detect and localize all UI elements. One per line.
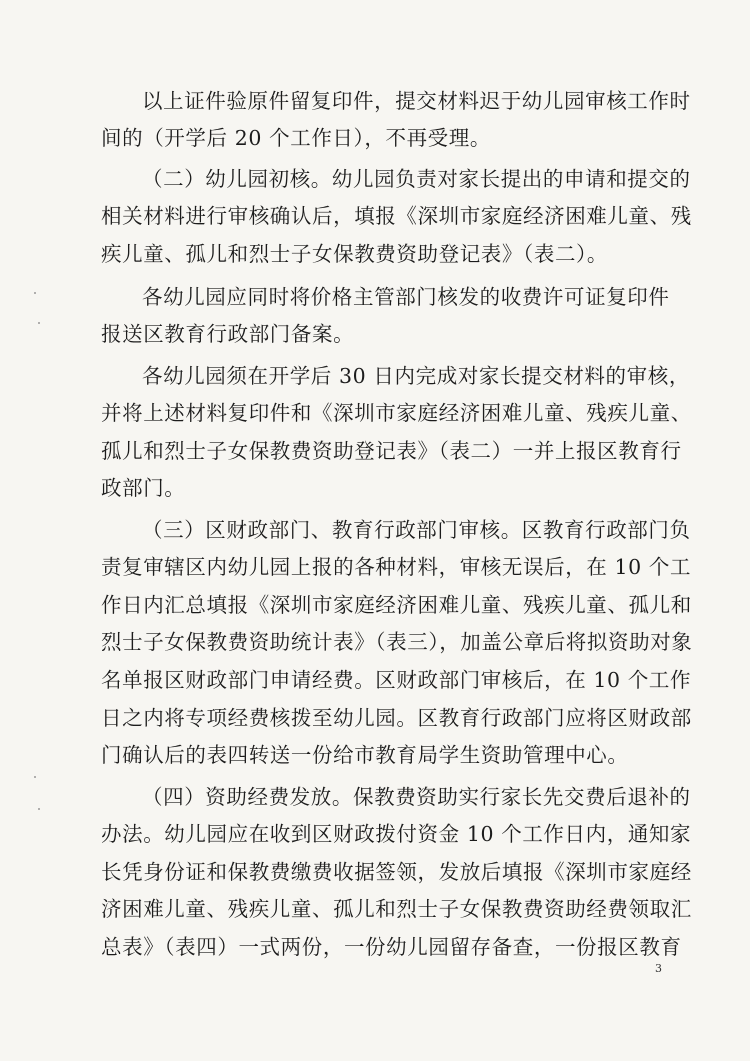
text-line: 间的（开学后 20 个工作日），不再受理。 [101,126,491,150]
text-line: 济困难儿童、残疾儿童、孤儿和烈士子女保教费资助经费领取汇 [101,897,692,921]
text-line: 长凭身份证和保教费缴费收据签领，发放后填报《深圳市家庭经 [101,860,692,884]
text-line: 日之内将专项经费核拨至幼儿园。区教育行政部门应将区财政部 [101,706,692,730]
text-line: 以上证件验原件留复印件，提交材料迟于幼儿园审核工作时 [142,89,691,113]
text-line: 相关材料进行审核确认后，填报《深圳市家庭经济困难儿童、残 [101,204,692,228]
text-line: （二）幼儿园初核。幼儿园负责对家长提出的申请和提交的 [142,167,691,191]
text-line: 名单报区财政部门申请经费。区财政部门审核后，在 10 个工作 [101,668,692,692]
text-line: 烈士子女保教费资助统计表》（表三），加盖公章后将拟资助对象 [101,630,693,654]
text-line: 作日内汇总填报《深圳市家庭经济困难儿童、残疾儿童、孤儿和 [101,593,692,617]
page-number: 3 [655,962,662,975]
text-line: （四）资助经费发放。保教费资助实行家长先交费后退补的 [142,785,691,809]
text-line: 各幼儿园应同时将价格主管部门核发的收费许可证复印件 [142,285,670,309]
scan-dot [34,776,36,778]
text-line: 责复审辖区内幼儿园上报的各种材料，审核无误后，在 10 个工 [101,555,692,579]
text-line: 孤儿和烈士子女保教费资助登记表》（表二）一并上报区教育行 [101,439,682,463]
text-line: 办法。幼儿园应在收到区财政拨付资金 10 个工作日内，通知家 [101,822,692,846]
text-line: 门确认后的表四转送一份给市教育局学生资助管理中心。 [101,743,629,767]
text-line: 政部门。 [101,476,186,500]
text-line: 各幼儿园须在开学后 30 日内完成对家长提交材料的审核， [142,364,690,388]
scan-dot [34,292,36,294]
text-line: 并将上述材料复印件和《深圳市家庭经济困难儿童、残疾儿童、 [101,401,692,425]
text-line: 疾儿童、孤儿和烈士子女保教费资助登记表》（表二）。 [101,242,608,266]
text-line: 报送区教育行政部门备案。 [101,322,355,346]
text-line: 总表》（表四）一式两份，一份幼儿园留存备查，一份报区教育 [101,935,682,959]
scan-dot [38,322,40,324]
text-line: （三）区财政部门、教育行政部门审核。区教育行政部门负 [142,518,691,542]
scan-dot [38,808,40,810]
